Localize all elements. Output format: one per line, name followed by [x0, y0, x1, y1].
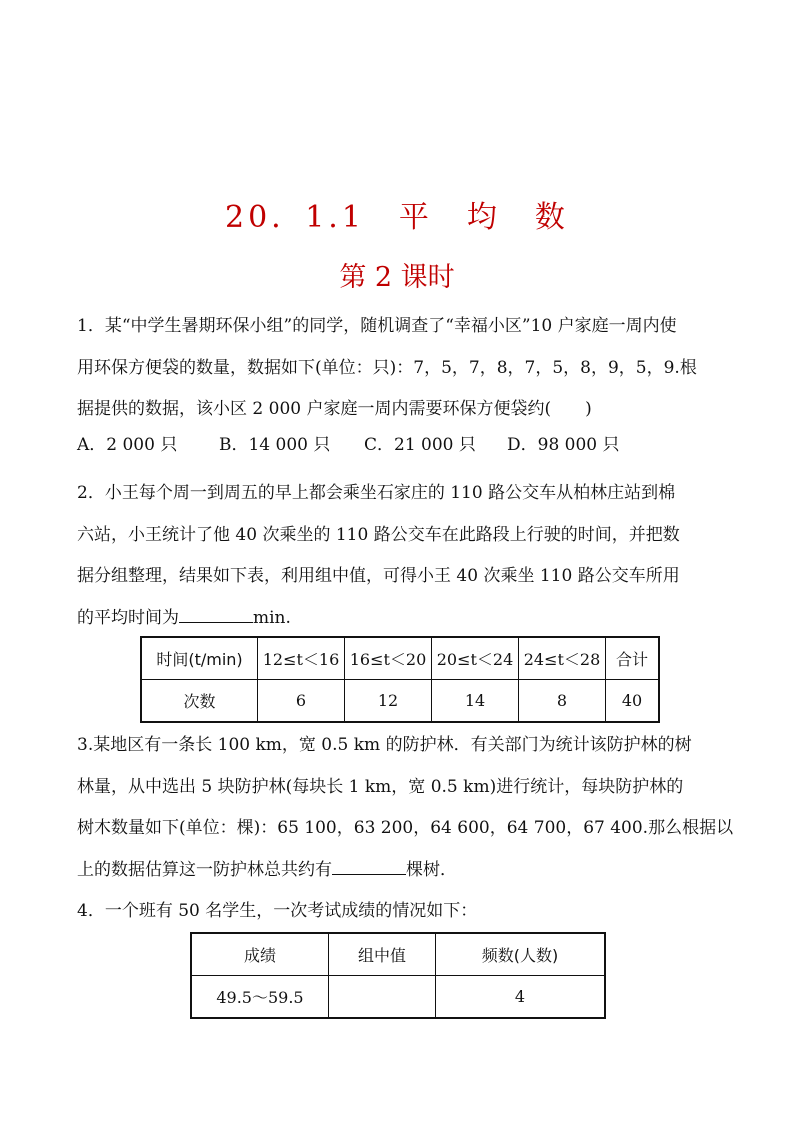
option-b: B．14 000 只 [219, 435, 331, 455]
q1-line-1: 1．某“中学生暑期环保小组”的同学，随机调查了“幸福小区”10 户家庭一周内使 [77, 316, 677, 336]
table-cell: 40 [606, 680, 660, 723]
table-header-cell: 频数(人数) [436, 933, 606, 976]
table-cell: 14 [432, 680, 519, 723]
table-header-cell: 时间(t/min) [141, 637, 258, 680]
question-2 [77, 473, 717, 639]
q3-line-1: 3.某地区有一条长 100 km，宽 0.5 km 的防护林．有关部门为统计该防护林的树 [77, 735, 692, 755]
table-header-cell: 合计 [606, 637, 660, 680]
q3-last-suffix: 棵树． [406, 859, 457, 880]
question-3 [77, 725, 734, 891]
question-1 [77, 306, 717, 431]
q2-last-prefix: 的平均时间为 [77, 607, 179, 628]
table-header-cell: 20≤t＜24 [432, 637, 519, 680]
table-cell: 8 [519, 680, 606, 723]
table-cell: 6 [258, 680, 345, 723]
q2-line-1: 2．小王每个周一到周五的早上都会乘坐石家庄的 110 路公交车从柏林庄站到棉 [77, 483, 676, 503]
q3-line-2: 林量，从中选出 5 块防护林(每块长 1 km，宽 0.5 km)进行统计，每块防护林的 [77, 776, 684, 797]
table-cell: 49.5～59.5 [191, 976, 329, 1019]
q1-line-2: 用环保方便袋的数量，数据如下(单位：只)：7，5，7，8，7，5，8，9，5，9.根 [77, 357, 697, 378]
table-cell: 4 [436, 976, 606, 1019]
q4-line-1: 4．一个班有 50 名学生，一次考试成绩的情况如下： [77, 901, 478, 921]
option-c: C．21 000 只 [364, 435, 476, 455]
lesson-subtitle: 第 2 课时 [339, 262, 455, 293]
table-row [191, 976, 605, 1019]
option-d: D．98 000 只 [507, 435, 620, 455]
table-row [191, 933, 605, 976]
table-header-cell: 组中值 [329, 933, 436, 976]
q2-line-3: 据分组整理，结果如下表，利用组中值，可得小王 40 次乘坐 110 路公交车所用 [77, 566, 680, 586]
table-row [141, 637, 659, 680]
table-cell: 12 [345, 680, 432, 723]
q2-last-suffix: min. [253, 607, 291, 628]
q3-line-4 [77, 850, 717, 892]
q2-answer-blank[interactable] [179, 621, 253, 623]
q2-line-4 [77, 598, 717, 640]
q2-line-2: 六站，小王统计了他 40 次乘坐的 110 路公交车在此路段上行驶的时间，并把数 [77, 524, 680, 545]
q3-answer-blank[interactable] [332, 873, 406, 875]
question-4 [77, 891, 717, 933]
q1-options [77, 430, 620, 455]
table-cell [329, 976, 436, 1019]
q3-line-3: 树木数量如下(单位：棵)：65 100，63 200，64 600，64 700，67 400.那么根据以 [77, 818, 734, 838]
page-title: 20．1.1 平 均 数 [225, 200, 569, 235]
q4-score-table [190, 932, 606, 1019]
table-row [141, 680, 659, 723]
table-header-cell: 24≤t＜28 [519, 637, 606, 680]
q3-last-prefix: 上的数据估算这一防护林总共约有 [77, 859, 332, 880]
q1-line-3: 据提供的数据，该小区 2 000 户家庭一周内需要环保方便袋约( ) [77, 399, 592, 419]
table-header-cell: 16≤t＜20 [345, 637, 432, 680]
table-header-cell: 12≤t＜16 [258, 637, 345, 680]
option-a: A．2 000 只 [77, 435, 178, 455]
q2-time-table [140, 636, 660, 723]
table-header-cell: 成绩 [191, 933, 329, 976]
table-row-label: 次数 [141, 680, 258, 723]
